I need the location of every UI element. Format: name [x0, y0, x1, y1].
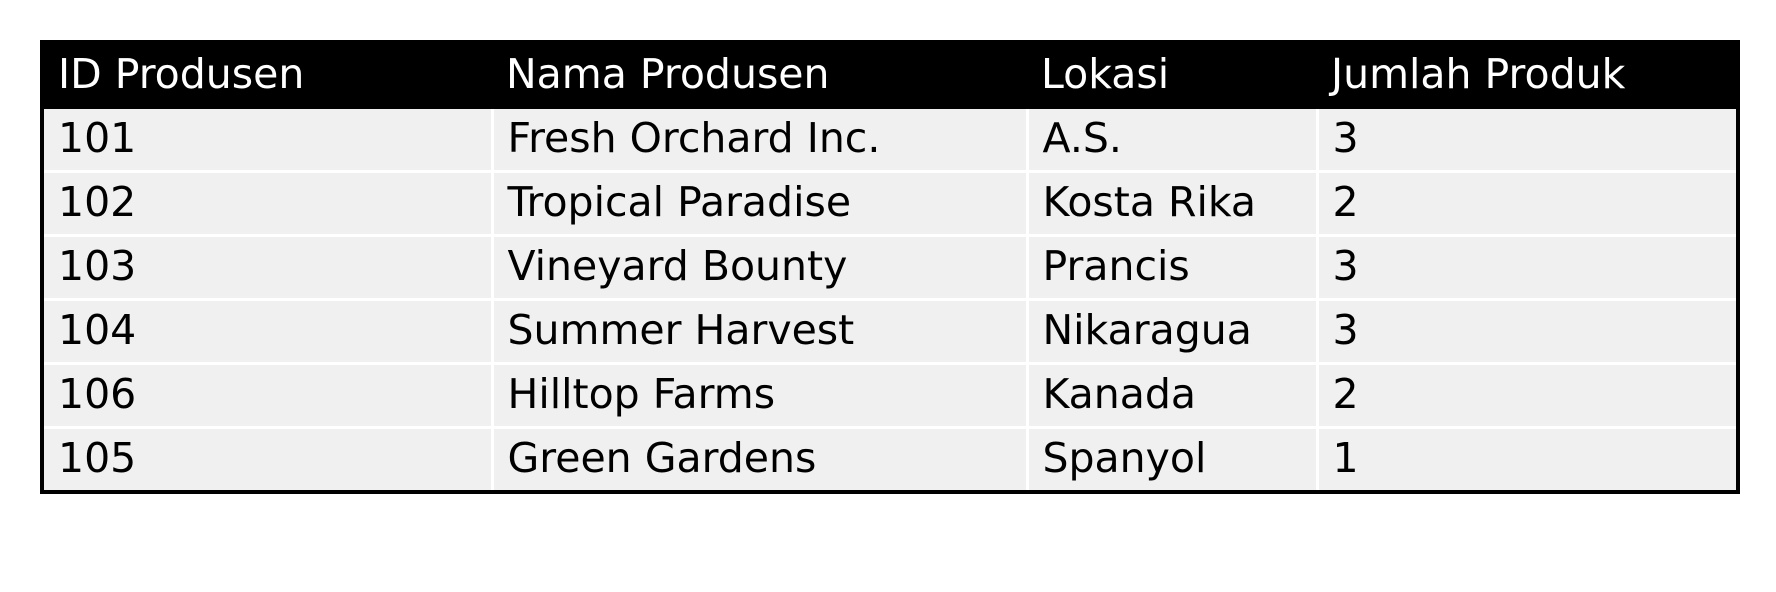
cell-id-produsen: 104 — [42, 300, 492, 364]
table-row — [42, 364, 1738, 428]
cell-nama-produsen: Summer Harvest — [492, 300, 1027, 364]
cell-lokasi: Kanada — [1027, 364, 1317, 428]
column-header-jumlah-produk: Jumlah Produk — [1317, 42, 1738, 109]
table-row — [42, 109, 1738, 172]
cell-lokasi: Spanyol — [1027, 428, 1317, 493]
cell-nama-produsen: Tropical Paradise — [492, 172, 1027, 236]
table-row — [42, 236, 1738, 300]
cell-id-produsen: 102 — [42, 172, 492, 236]
cell-lokasi: Prancis — [1027, 236, 1317, 300]
table-header — [42, 42, 1738, 109]
cell-id-produsen: 106 — [42, 364, 492, 428]
cell-jumlah-produk: 2 — [1317, 172, 1738, 236]
producers-table-container — [40, 40, 1740, 494]
cell-id-produsen: 105 — [42, 428, 492, 493]
cell-nama-produsen: Vineyard Bounty — [492, 236, 1027, 300]
cell-id-produsen: 103 — [42, 236, 492, 300]
cell-jumlah-produk: 1 — [1317, 428, 1738, 493]
cell-id-produsen: 101 — [42, 109, 492, 172]
cell-jumlah-produk: 3 — [1317, 300, 1738, 364]
table-row — [42, 172, 1738, 236]
cell-lokasi: Nikaragua — [1027, 300, 1317, 364]
cell-jumlah-produk: 2 — [1317, 364, 1738, 428]
cell-nama-produsen: Hilltop Farms — [492, 364, 1027, 428]
cell-nama-produsen: Green Gardens — [492, 428, 1027, 493]
cell-lokasi: Kosta Rika — [1027, 172, 1317, 236]
cell-jumlah-produk: 3 — [1317, 236, 1738, 300]
column-header-nama-produsen: Nama Produsen — [492, 42, 1027, 109]
producers-table — [40, 40, 1740, 494]
column-header-id-produsen: ID Produsen — [42, 42, 492, 109]
table-header-row — [42, 42, 1738, 109]
cell-nama-produsen: Fresh Orchard Inc. — [492, 109, 1027, 172]
column-header-lokasi: Lokasi — [1027, 42, 1317, 109]
table-body — [42, 109, 1738, 492]
cell-lokasi: A.S. — [1027, 109, 1317, 172]
table-row — [42, 428, 1738, 493]
table-row — [42, 300, 1738, 364]
cell-jumlah-produk: 3 — [1317, 109, 1738, 172]
